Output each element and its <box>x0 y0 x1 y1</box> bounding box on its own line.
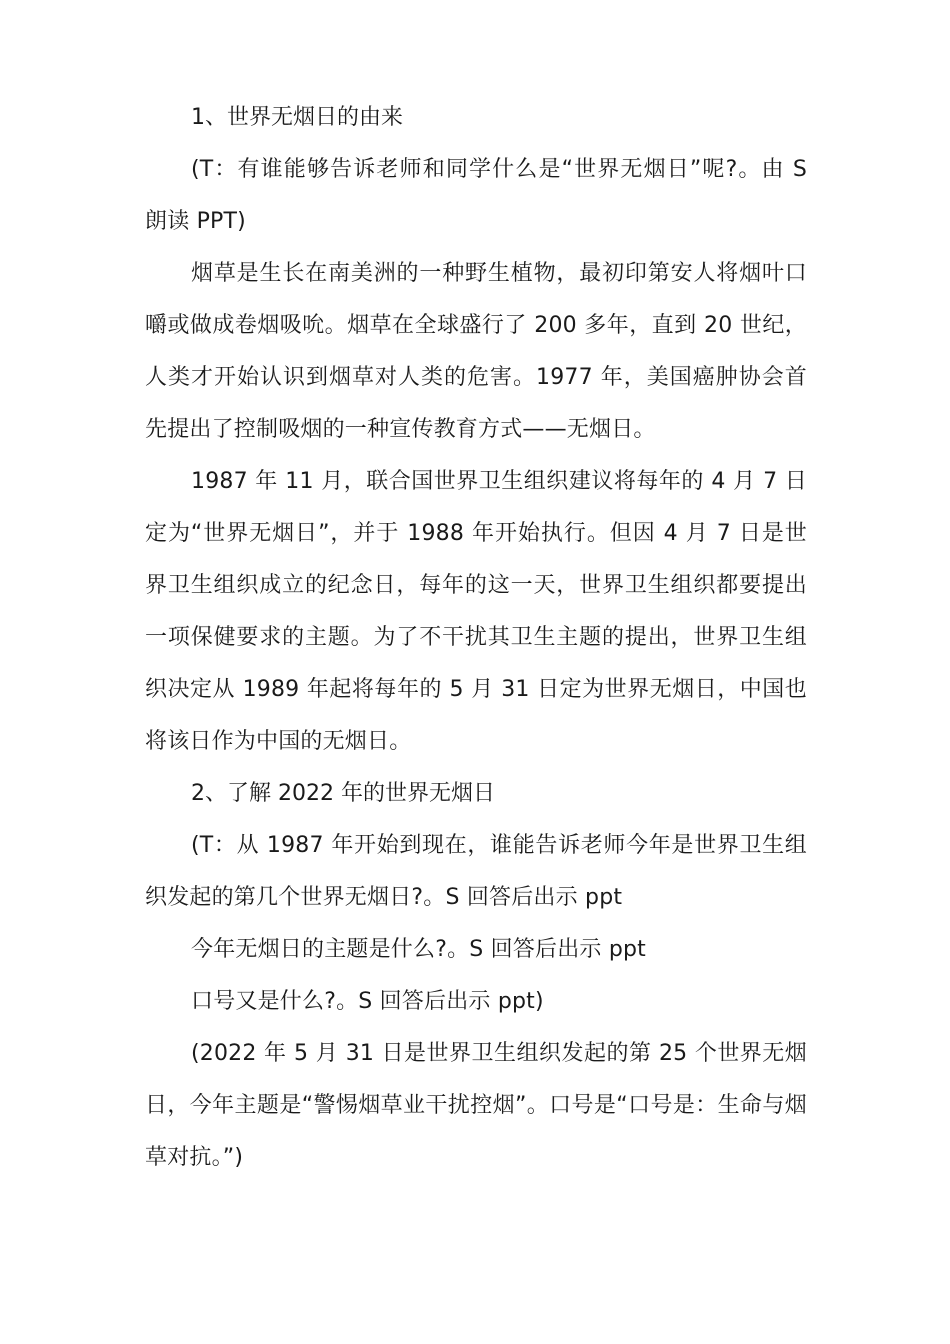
slogan-question-paragraph: 口号又是什么?。S 回答后出示 ppt) <box>191 989 544 1014</box>
answer-paragraph: (2022 年 5 月 31 日是世界卫生组织发起的第 25 个世界无烟日，今年主题是“警惕烟草业干扰控烟”。口号是“口号是：生命与烟草对抗。”) <box>145 1041 807 1170</box>
theme-question-paragraph: 今年无烟日的主题是什么?。S 回答后出示 ppt <box>191 937 646 962</box>
teacher-question-paragraph: (T：有谁能够告诉老师和同学什么是“世界无烟日”呢?。由 S 朗读 PPT) <box>145 157 807 234</box>
section-heading-2022: 2、了解 2022 年的世界无烟日 <box>191 781 495 806</box>
tobacco-history-paragraph: 烟草是生长在南美洲的一种野生植物，最初印第安人将烟叶口嚼或做成卷烟吸吮。烟草在全球盛行了 200 多年，直到 20 世纪，人类才开始认识到烟草对人类的危害。1977 年，美国癌肿协会首先提出了控制吸烟的一种宣传教育方式——无烟日。 <box>145 261 807 442</box>
section-heading-origin: 1、世界无烟日的由来 <box>191 105 403 130</box>
document-body <box>145 92 807 1184</box>
who-decision-paragraph: 1987 年 11 月，联合国世界卫生组织建议将每年的 4 月 7 日定为“世界无烟日”，并于 1988 年开始执行。但因 4 月 7 日是世界卫生组织成立的纪念日，每年的这一天，世界卫生组织都要提出一项保健要求的主题。为了不干扰其卫生主题的提出，世界卫生组织决定从 1989 年起将每年的 5 月 31 日定为世界无烟日，中国也将该日作为中国的无烟日。 <box>145 469 807 754</box>
teacher-question-count-paragraph: (T：从 1987 年开始到现在，谁能告诉老师今年是世界卫生组织发起的第几个世界无烟日?。S 回答后出示 ppt <box>145 833 807 910</box>
